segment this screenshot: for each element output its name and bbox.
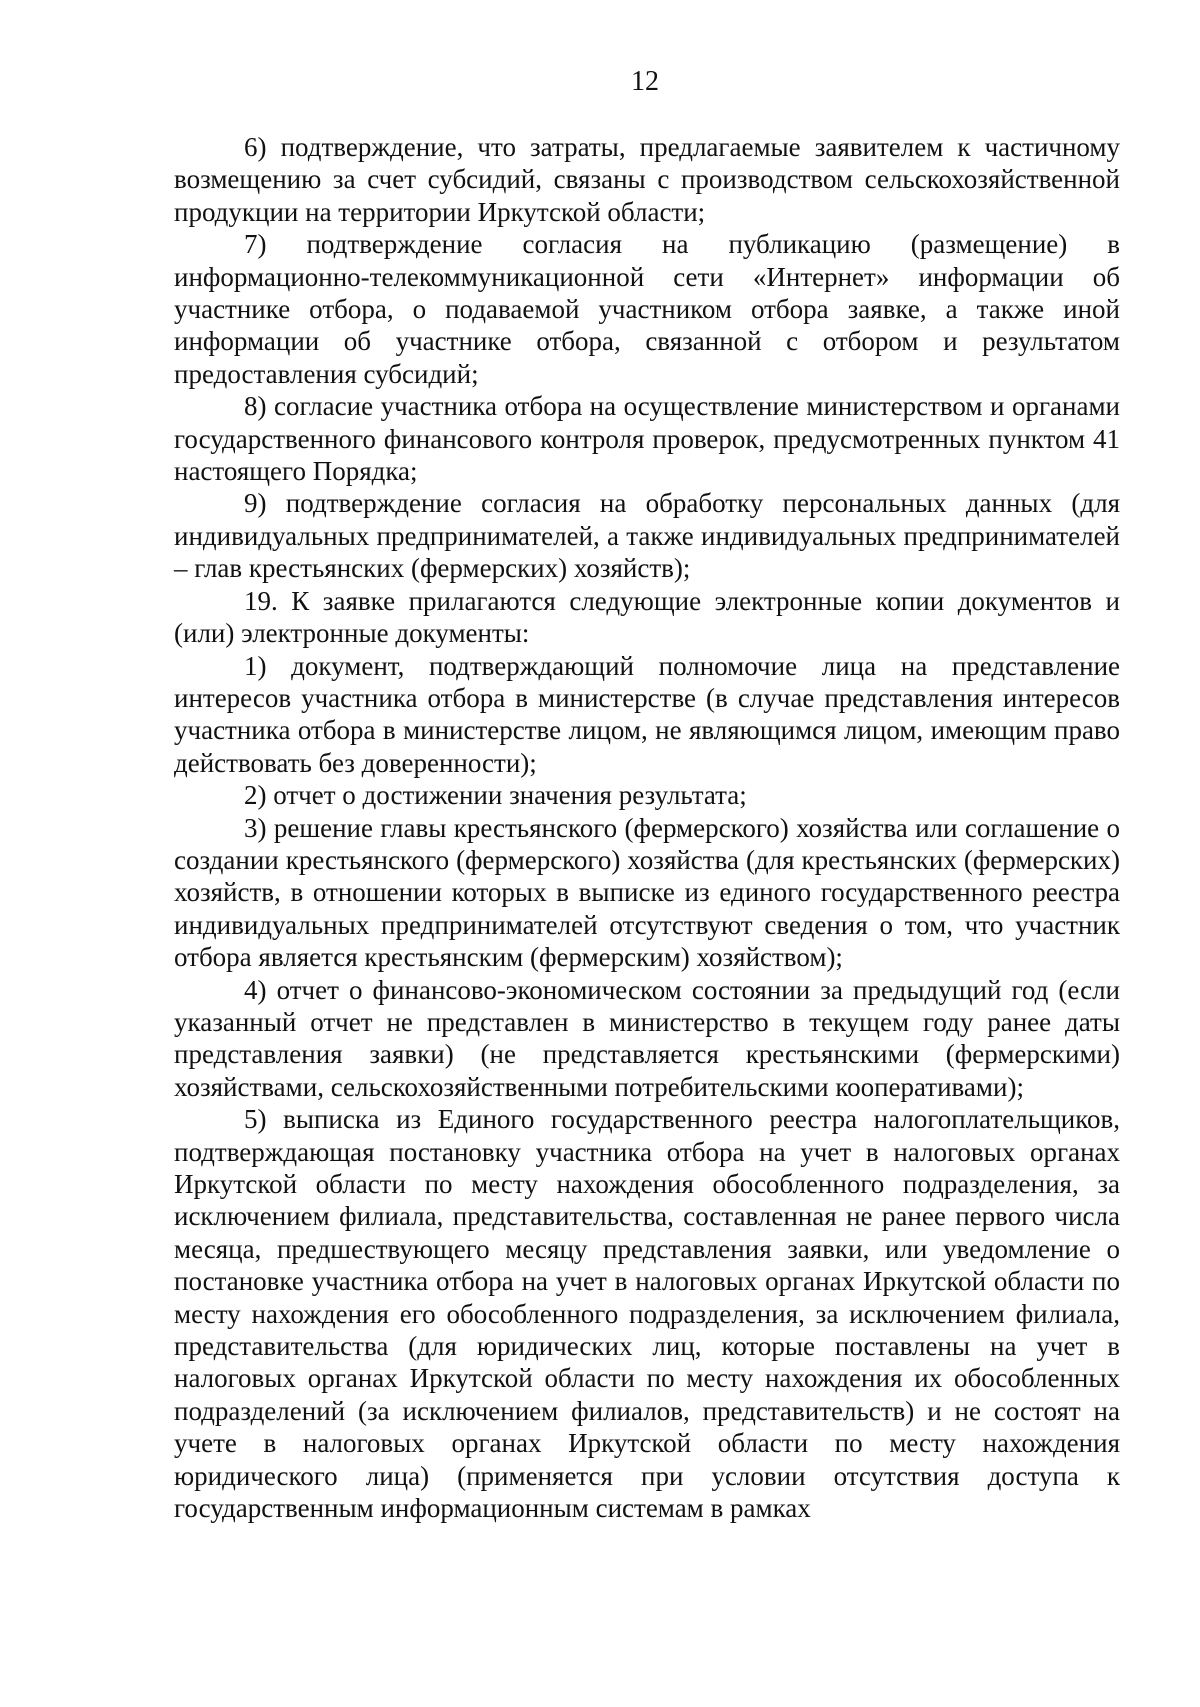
page-number: 12 bbox=[631, 66, 659, 97]
paragraph-doc-2: 2) отчет о достижении значения результата; bbox=[244, 780, 747, 811]
paragraph-doc-5: 5) выписка из Единого государственного реестра налогоплательщиков, подтверждающая постановку участника отбора на учет в налоговых органах Иркутской области по месту нахождения обособленного подразделения, за исключением филиала, представительства, составленная не ранее первого числа месяца, предшествующего месяцу представления заявки, или уведомление о постановке участника отбора на учет в налоговых органах Иркутской области по месту нахождения его обособленного подразделения, за исключением филиала, представительства (для юридических лиц, которые поставлены на учет в налоговых органах Иркутской области по месту нахождения их обособленных подразделений (за исключением филиалов, представительств) и не состоят на учете в налоговых органах Иркутской области по месту нахождения юридического лица) (применяется при условии отсутствия доступа к государственным информационным системам в рамках bbox=[174, 1104, 1120, 1524]
paragraph-item-8: 8) согласие участника отбора на осуществление министерством и органами государственного финансового контроля проверок, предусмотренных пунктом 41 настоящего Порядка; bbox=[174, 391, 1120, 487]
paragraph-item-6: 6) подтверждение, что затраты, предлагаемые заявителем к частичному возмещению за счет субсидий, связаны с производством сельскохозяйственной продукции на территории Иркутской области; bbox=[174, 132, 1120, 227]
paragraph-item-7: 7) подтверждение согласия на публикацию (размещение) в информационно-телекоммуникационной сети «Интернет» информации об участнике отбора, о подаваемой участником отбора заявке, а также иной информации об участнике отбора, связанной с отбором и результатом предоставления субсидий; bbox=[174, 229, 1120, 389]
paragraph-doc-4: 4) отчет о финансово-экономическом состоянии за предыдущий год (если указанный отчет не представлен в министерство в текущем году ранее даты представления заявки) (не представляется крестьянскими (фермерскими) хозяйствами, сельскохозяйственными потребительскими кооперативами); bbox=[174, 974, 1120, 1102]
document-body bbox=[174, 131, 1120, 1524]
paragraph-doc-1: 1) документ, подтверждающий полномочие лица на представление интересов участника отбора в министерстве (в случае представления интересов участника отбора в министерстве лицом, не являющимся лицом, имеющим право действовать без доверенности); bbox=[174, 650, 1120, 778]
paragraph-section-19: 19. К заявке прилагаются следующие электронные копии документов и (или) электронные документы: bbox=[174, 585, 1120, 649]
paragraph-doc-3: 3) решение главы крестьянского (фермерского) хозяйства или соглашение о создании крестьянского (фермерского) хозяйства (для крестьянских (фермерских) хозяйств, в отношении которых в выписке из единого государственного реестра индивидуальных предпринимателей отсутствуют сведения о том, что участник отбора является крестьянским (фермерским) хозяйством); bbox=[174, 812, 1120, 973]
paragraph-item-9: 9) подтверждение согласия на обработку персональных данных (для индивидуальных предпринимателей, а также индивидуальных предпринимателей – глав крестьянских (фермерских) хозяйств); bbox=[174, 488, 1120, 584]
